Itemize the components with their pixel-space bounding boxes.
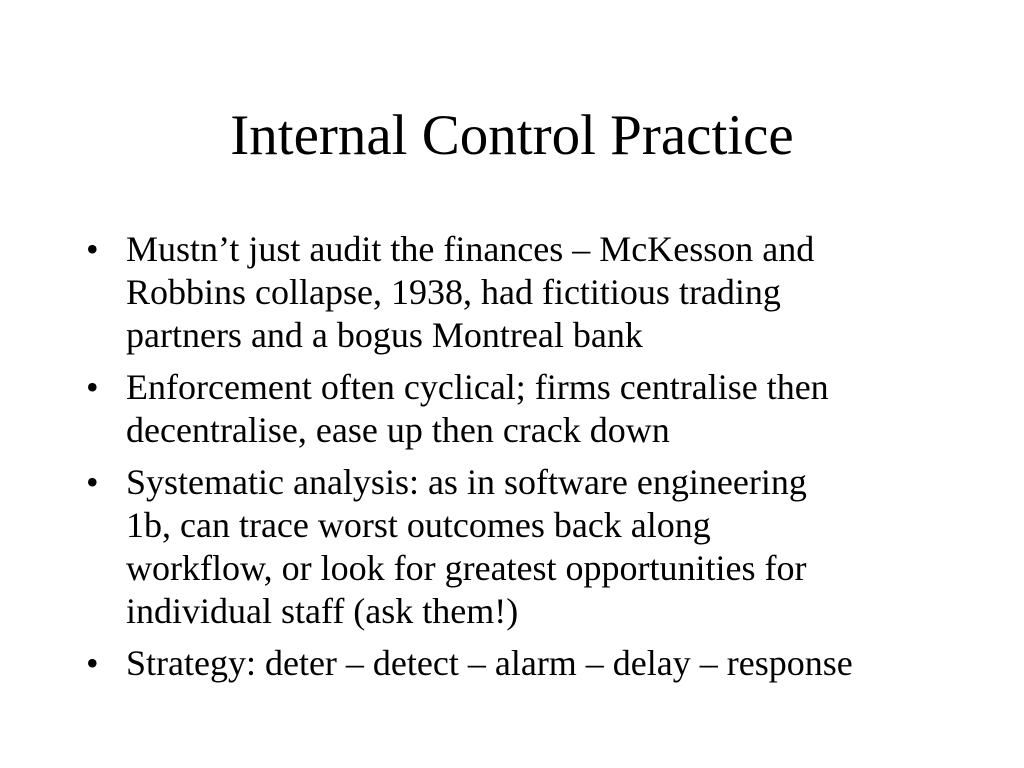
bullet-item (86, 461, 966, 633)
bullet-line: Strategy: deter – detect – alarm – delay – response (126, 643, 853, 683)
bullet-marker: • (86, 229, 99, 269)
slide-title: Internal Control Practice (230, 104, 794, 167)
bullet-list (86, 228, 966, 694)
bullet-line: 1b, can trace worst outcomes back along (126, 505, 711, 545)
bullet-text (126, 461, 966, 633)
bullet-marker: • (86, 367, 99, 407)
bullet-marker: • (86, 643, 99, 683)
bullet-text (126, 366, 966, 452)
bullet-line: individual staff (ask them!) (126, 591, 519, 631)
bullet-marker: • (86, 462, 99, 502)
bullet-item (86, 366, 966, 452)
bullet-line: decentralise, ease up then crack down (126, 410, 670, 450)
bullet-line: partners and a bogus Montreal bank (126, 315, 643, 355)
bullet-line: Mustn’t just audit the finances – McKesson and (126, 229, 815, 269)
bullet-line: Enforcement often cyclical; firms centralise then (126, 367, 829, 407)
bullet-item (86, 642, 966, 685)
bullet-text (126, 642, 966, 685)
bullet-line: Robbins collapse, 1938, had fictitious trading (126, 272, 781, 312)
bullet-text (126, 228, 966, 357)
bullet-item (86, 228, 966, 357)
bullet-line: workflow, or look for greatest opportunities for (126, 548, 807, 588)
bullet-line: Systematic analysis: as in software engineering (126, 462, 807, 502)
